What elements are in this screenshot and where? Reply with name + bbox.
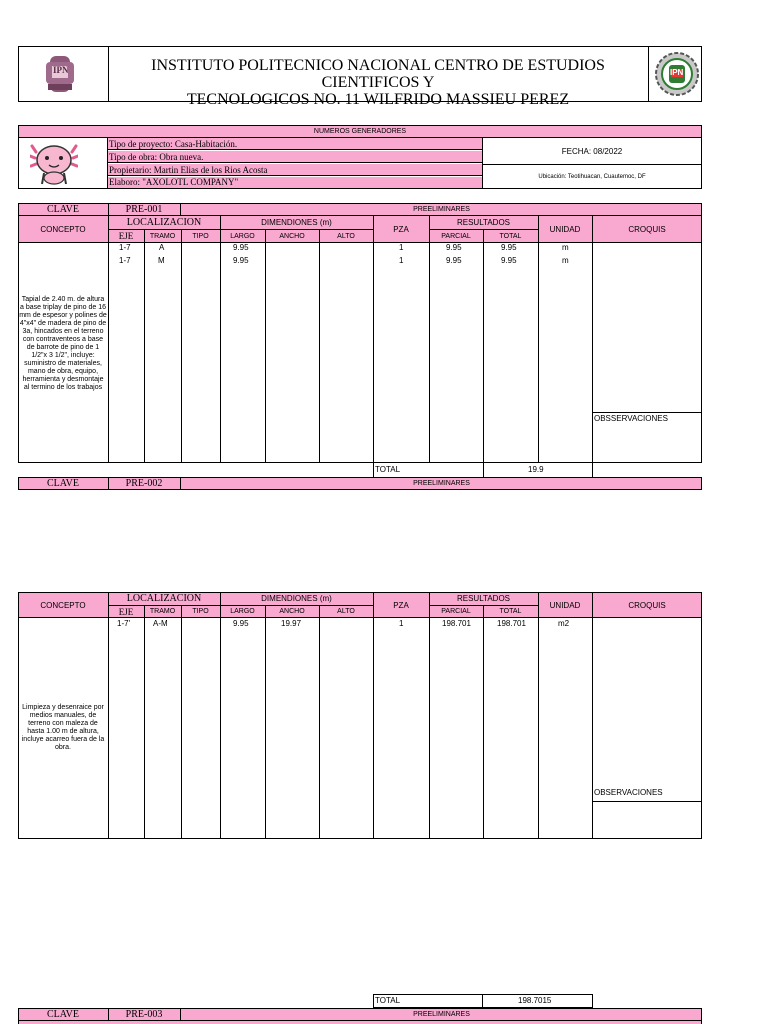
total-label-2: TOTAL <box>375 996 401 1005</box>
dimensiones-header-1: DIMENDIONES (m) <box>261 217 332 227</box>
preliminares-label-1: PREELIMINARES <box>413 206 470 213</box>
header-title <box>110 57 646 108</box>
header-title-line1: INSTITUTO POLITECNICO NACIONAL CENTRO DE ESTUDIOS CIENTIFICOS Y <box>151 57 605 91</box>
s2-row1-ancho: 19.97 <box>281 619 302 628</box>
fecha: FECHA: 08/2022 <box>483 138 701 165</box>
unidad-header-1: UNIDAD <box>549 224 581 234</box>
header-divider-right <box>648 46 649 102</box>
total-value-1: 19.9 <box>528 465 544 474</box>
s2-row1-largo: 9.95 <box>233 619 249 628</box>
clave-label-1: CLAVE <box>46 204 80 215</box>
s2-row1-parcial: 198.701 <box>442 619 471 628</box>
parcial-header-1: PARCIAL <box>441 232 471 240</box>
row2-pza: 1 <box>399 256 404 265</box>
ipn-logo-left <box>38 52 82 96</box>
resultados-header-1: RESULTADOS <box>456 217 511 227</box>
row1-total: 9.95 <box>501 243 517 252</box>
alto-header-1: ALTO <box>337 232 355 240</box>
header-title-line2: TECNOLOGICOS NO. 11 WILFRIDO MASSIEU PEREZ <box>186 91 570 108</box>
axolotl-logo <box>30 140 78 186</box>
ancho-header-1: ANCHO <box>279 232 305 240</box>
clave-value-1: PRE-001 <box>125 204 163 215</box>
row1-eje: 1-7 <box>119 243 131 252</box>
table-body-2-lines <box>18 617 702 839</box>
row2-parcial: 9.95 <box>446 256 462 265</box>
row1-tramo: A <box>159 243 165 252</box>
observaciones-label-2: OBSERVACIONES <box>594 788 663 797</box>
largo-header-1: LARGO <box>230 232 255 240</box>
preliminares-label-2: PREELIMINARES <box>413 480 470 487</box>
clave-value-3: PRE-003 <box>125 1009 163 1020</box>
row2-eje: 1-7 <box>119 256 131 265</box>
tipo-obra: Tipo de obra: Obra nueva. <box>108 151 482 163</box>
tipo-header-2: TIPO <box>192 608 209 615</box>
concepto-header-1: CONCEPTO <box>40 224 86 234</box>
resultados-header-2: RESULTADOS <box>456 594 511 603</box>
row2-unidad: m <box>562 256 569 265</box>
total-value-2: 198.7015 <box>518 996 552 1005</box>
s2-row1-total: 198.701 <box>497 619 526 628</box>
row1-largo: 9.95 <box>233 243 249 252</box>
tramo-header-2: TRAMO <box>149 608 176 615</box>
total-row-2 <box>373 994 593 1008</box>
concepto-header-2: CONCEPTO <box>40 600 86 610</box>
dimensiones-header-2: DIMENDIONES (m) <box>261 594 332 603</box>
concepto-text-2: Limpieza y desenraice por medios manuales, de terreno con maleza de hasta 1.00 m de altura, incluye acarreo fuera de la obra. <box>21 704 105 751</box>
unidad-header-2: UNIDAD <box>549 600 581 610</box>
row2-total: 9.95 <box>501 256 517 265</box>
total-header-1: TOTAL <box>499 232 522 240</box>
localizacion-header-2: LOCALIZACION <box>126 593 202 604</box>
pza-header-2: PZA <box>393 600 409 610</box>
s2-row1-tramo: A-M <box>153 619 168 628</box>
s2-row1-unidad: m2 <box>558 619 570 628</box>
clave-label-3: CLAVE <box>46 1009 80 1020</box>
propietario: Propietario: Martin Elias de los Rios Acosta <box>108 164 482 176</box>
ipn-logo-left-text: IPN <box>53 65 69 75</box>
tipo-proyecto: Tipo de proyecto: Casa-Habitación. <box>108 138 482 150</box>
generadores-title: NUMEROS GENERADORES <box>18 125 702 138</box>
clave-label-2: CLAVE <box>46 478 80 489</box>
eje-header-2: EJE <box>118 606 134 617</box>
parcial-header-2: PARCIAL <box>441 608 471 615</box>
ipn-logo-right <box>654 51 700 97</box>
row2-largo: 9.95 <box>233 256 249 265</box>
row2-tramo: M <box>158 256 165 265</box>
concepto-text-1: Tapial de 2.40 m. de altura a base triplay de pino de 16 mm de espesor y polines de 4"x4" de madera de pino de 3a, hincados en el terreno con contraventeos a base de barrote de pino de 1 1/2"x 3 1/2", incluye: suministro de materiales, mano de obra, equipo, herramienta y desmontaje al termino de los trabajos <box>19 296 107 391</box>
clave-value-2: PRE-002 <box>125 478 163 489</box>
croquis-header-2: CROQUIS <box>628 600 666 610</box>
total-header-2: TOTAL <box>499 608 522 615</box>
observaciones-label-1: OBSSERVACIONES <box>594 414 668 423</box>
ancho-header-2: ANCHO <box>279 608 305 615</box>
ubicacion: Ubicación: Teotihuacan, Cuautemoc, DF <box>538 174 646 180</box>
total-row-1 <box>373 463 593 477</box>
row1-parcial: 9.95 <box>446 243 462 252</box>
s2-row1-pza: 1 <box>399 619 404 628</box>
table-body-1-lines <box>18 242 702 463</box>
alto-header-2: ALTO <box>337 608 355 615</box>
elaboro: Elaboro: "AXOLOTL COMPANY" <box>108 177 482 188</box>
total-label-1: TOTAL <box>375 465 401 474</box>
pza-header-1: PZA <box>393 224 409 234</box>
localizacion-header-1: LOCALIZACION <box>126 216 202 228</box>
tramo-header-1: TRAMO <box>149 232 176 240</box>
eje-header-1: EJE <box>118 231 134 241</box>
s2-row1-eje: 1-7' <box>117 619 131 628</box>
row1-pza: 1 <box>399 243 404 252</box>
croquis-header-1: CROQUIS <box>628 224 666 234</box>
tipo-header-1: TIPO <box>192 232 209 240</box>
largo-header-2: LARGO <box>230 608 255 615</box>
header-divider-left <box>108 46 109 102</box>
row1-unidad: m <box>562 243 569 252</box>
ipn-logo-right-text: IPN <box>670 68 684 77</box>
preliminares-label-3: PREELIMINARES <box>413 1011 470 1018</box>
